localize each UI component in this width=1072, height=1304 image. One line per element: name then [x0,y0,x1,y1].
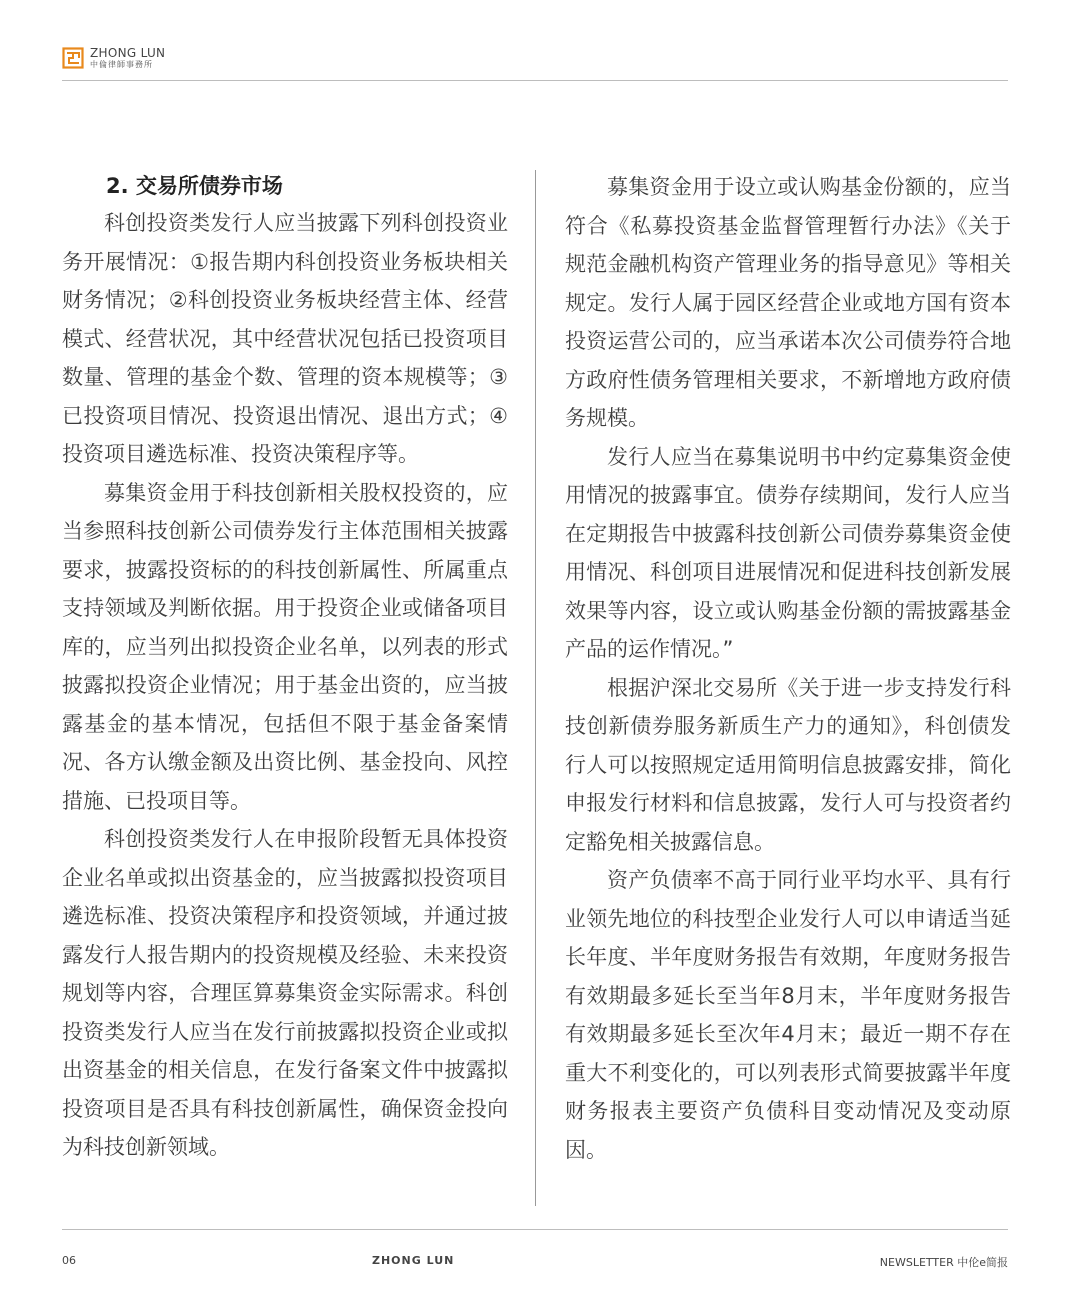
body-paragraph: 募集资金用于设立或认购基金份额的，应当符合《私募投资基金监督管理暂行办法》《关于规范金融机构资产管理业务的指导意见》等相关规定。发行人属于园区经营企业或地方国有资本投资运营公司的，应当承诺本次公司债券符合地方政府性债务管理相关要求，不新增地方政府债务规模。 [565,175,1011,430]
body-paragraph: 科创投资类发行人应当披露下列科创投资业务开展情况：①报告期内科创投资业务板块相关财务情况；②科创投资业务板块经营主体、经营模式、经营状况，其中经营状况包括已投资项目数量、管理的基金个数、管理的资本规模等；③已投资项目情况、投资退出情况、退出方式；④投资项目遴选标准、投资决策程序等。 [62,211,508,466]
page-number: 06 [62,1254,76,1267]
page-header [62,44,165,72]
body-paragraph: 根据沪深北交易所《关于进一步支持发行科技创新债券服务新质生产力的通知》，科创债发行人可以按照规定适用简明信息披露安排，简化申报发行材料和信息披露，发行人可与投资者约定豁免相关披露信息。 [565,675,1011,854]
column-divider [535,170,536,1206]
zhonglun-logo-icon [62,47,84,69]
section-heading: 2. 交易所债券市场 [106,174,283,198]
logo-chinese: 中倫律師事務所 [90,60,153,69]
body-paragraph: 科创投资类发行人在申报阶段暂无具体投资企业名单或拟出资基金的，应当披露拟投资项目遴选标准、投资决策程序和投资领域，并通过披露发行人报告期内的投资规模及经验、未来投资规划等内容，合理匡算募集资金实际需求。科创投资类发行人应当在发行前披露拟投资企业或拟出资基金的相关信息，在发行备案文件中披露拟投资项目是否具有科技创新属性，确保资金投向为科技创新领域。 [62,827,508,1159]
body-paragraph: 募集资金用于科技创新相关股权投资的，应当参照科技创新公司债券发行主体范围相关披露要求，披露投资标的的科技创新属性、所属重点支持领域及判断依据。用于投资企业或储备项目库的，应当列出拟投资企业名单，以列表的形式披露拟投资企业情况；用于基金出资的，应当披露基金的基本情况，包括但不限于基金备案情况、各方认缴金额及出资比例、基金投向、风控措施、已投项目等。 [62,480,508,813]
footer-divider [62,1229,1008,1230]
right-column [565,168,1011,1169]
body-paragraph: 发行人应当在募集说明书中约定募集资金使用情况的披露事宜。债券存续期间，发行人应当在定期报告中披露科技创新公司债券募集资金使用情况、科创项目进展情况和促进科技创新发展效果等内容，设立或认购基金份额的需披露基金产品的运作情况。” [565,444,1011,661]
header-divider [62,80,1008,81]
footer-newsletter: NEWSLETTER 中伦e简报 [879,1256,1008,1269]
body-paragraph: 资产负债率不高于同行业平均水平、具有行业领先地位的科技型企业发行人可以申请适当延长年度、半年度财务报告有效期，年度财务报告有效期最多延长至当年8月末，半年度财务报告有效期最多延长至次年4月末；最近一期不存在重大不利变化的，可以列表形式简要披露半年度财务报表主要资产负债科目变动情况及变动原因。 [565,868,1011,1162]
logo-text [90,47,165,69]
logo-english: ZHONG LUN [90,46,166,60]
left-column [62,168,508,1167]
footer-brand: ZHONG LUN [372,1254,455,1267]
